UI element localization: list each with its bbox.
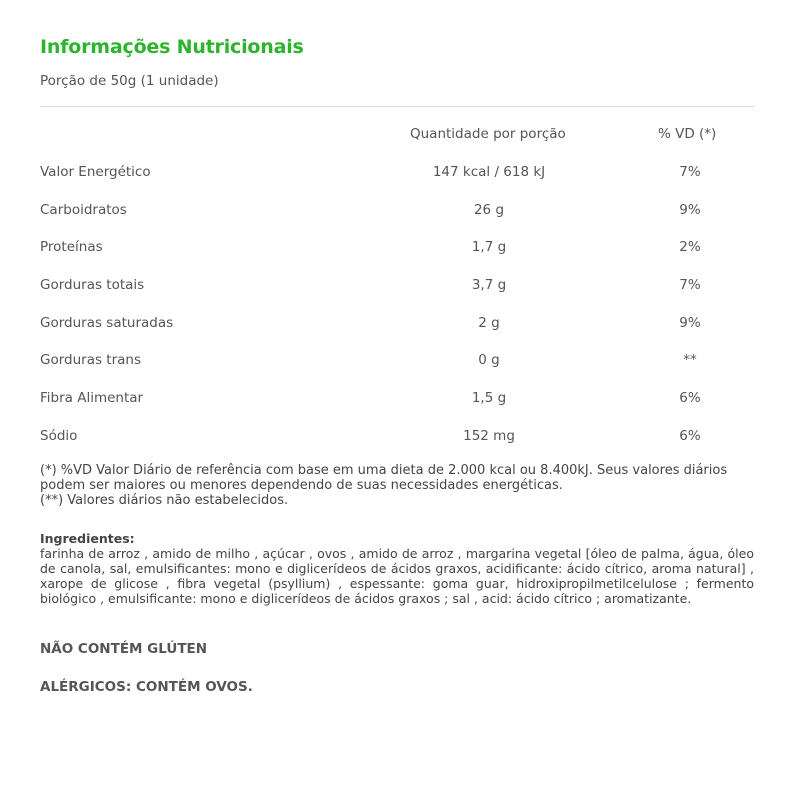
table-row (0, 277, 800, 297)
vd-footnote (40, 463, 760, 508)
page-title: Informações Nutricionais (40, 36, 304, 58)
nutrient-quantity: 1,5 g (471, 390, 507, 406)
nutrient-name: Valor Energético (40, 164, 151, 180)
nutrient-vd: ** (683, 352, 697, 368)
footnote-line: (**) Valores diários não estabelecidos. (40, 493, 289, 508)
table-row (0, 428, 800, 448)
nutrient-quantity: 1,7 g (471, 239, 507, 255)
footnote-line: (*) %VD Valor Diário de referência com base em uma dieta de 2.000 kcal ou 8.400kJ. Seus valores diários (40, 463, 728, 478)
ingredients-label: Ingredientes: (40, 531, 135, 546)
nutrient-vd: 6% (679, 428, 701, 444)
nutrient-vd: 7% (679, 277, 701, 293)
nutrient-name: Gorduras totais (40, 277, 145, 293)
table-row (0, 239, 800, 259)
header-divider (40, 106, 754, 107)
allergen-notice: ALÉRGICOS: CONTÉM OVOS. (40, 679, 253, 695)
nutrient-quantity: 0 g (478, 352, 500, 368)
table-row (0, 352, 800, 372)
ingredients-section (40, 531, 754, 606)
table-row (0, 390, 800, 410)
table-row (0, 202, 800, 222)
nutrient-quantity: 3,7 g (471, 277, 507, 293)
nutrient-quantity: 26 g (473, 202, 505, 218)
column-header-vd: % VD (*) (658, 126, 717, 142)
nutrient-name: Gorduras saturadas (40, 315, 174, 331)
nutrient-quantity: 2 g (478, 315, 500, 331)
table-row (0, 315, 800, 335)
nutrient-name: Gorduras trans (40, 352, 142, 368)
nutrient-quantity: 147 kcal / 618 kJ (432, 164, 546, 180)
nutrient-vd: 2% (679, 239, 701, 255)
nutrient-vd: 6% (679, 390, 701, 406)
nutrient-name: Sódio (40, 428, 78, 444)
nutrient-name: Proteínas (40, 239, 103, 255)
portion-size: Porção de 50g (1 unidade) (40, 73, 219, 89)
nutrient-name: Fibra Alimentar (40, 390, 144, 406)
nutrient-name: Carboidratos (40, 202, 127, 218)
nutrient-quantity: 152 mg (463, 428, 515, 444)
table-row (0, 164, 800, 184)
nutrient-vd: 9% (679, 315, 701, 331)
footnote-line: podem ser maiores ou menores dependendo de suas necessidades energéticas. (40, 478, 563, 493)
nutrient-vd: 7% (679, 164, 701, 180)
ingredients-text: farinha de arroz , amido de milho , açúcar , ovos , amido de arroz , margarina vegetal [óleo de palma, água, óleo de canola, sal, emulsificantes: mono e diglicerídeos de ácidos graxos, acidificante: ácido cítrico, aroma natural] , xarope de glicose , fibra vegetal (psyllium) , espessante: goma guar, hidroxipropilmetilcelulose ; fermento biológico , emulsificante: mono e diglicerídeos de ácidos graxos ; sal , acid: ácido cítrico ; aromatizante. (40, 546, 754, 606)
nutrient-vd: 9% (679, 202, 701, 218)
column-header-quantity: Quantidade por porção (410, 126, 566, 142)
gluten-notice: NÃO CONTÉM GLÚTEN (40, 641, 208, 657)
